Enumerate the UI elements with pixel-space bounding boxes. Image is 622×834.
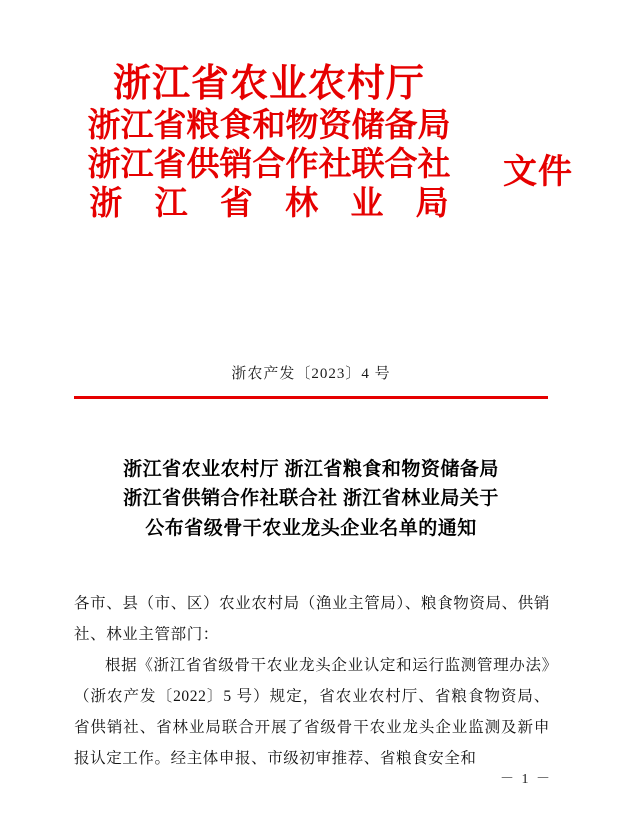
- document-word-label: 文件: [503, 154, 573, 191]
- org-line-2: 浙江省粮食和物资储备局: [87, 107, 451, 144]
- org-line-3: 浙江省供销合作社联合社: [87, 146, 451, 183]
- title-line-2: 浙江省供销合作社联合社 浙江省林业局关于: [123, 488, 499, 510]
- masthead: [0, 62, 622, 224]
- body-paragraph-1: 根据《浙江省省级骨干农业龙头企业认定和运行监测管理办法》（浙农产发〔2022〕5 号）规定，省农业农村厅、省粮食物资局、省供销社、省林业局联合开展了省级骨干农业龙头企业监测及新申报认定工作。经主体申报、市级初审推荐、省粮食安全和: [74, 657, 550, 767]
- org-line-4: 浙 江 省 林 业 局: [89, 185, 461, 222]
- title-line-3: 公布省级骨干农业龙头企业名单的通知: [145, 517, 477, 539]
- title-line-1: 浙江省农业农村厅 浙江省粮食和物资储备局: [123, 459, 499, 480]
- document-number: 浙农产发〔2023〕4 号: [231, 366, 391, 382]
- issuing-organizations: [69, 62, 469, 224]
- document-title: [74, 455, 548, 543]
- org-line-1: 浙江省农业农村厅: [112, 63, 425, 105]
- red-divider-rule: [74, 396, 548, 399]
- page-number: － 1 －: [500, 772, 552, 787]
- document-body: [74, 588, 550, 774]
- body-paragraph-addressee: 各市、县（市、区）农业农村局（渔业主管局）、粮食物资局、供销社、林业主管部门：: [74, 595, 550, 643]
